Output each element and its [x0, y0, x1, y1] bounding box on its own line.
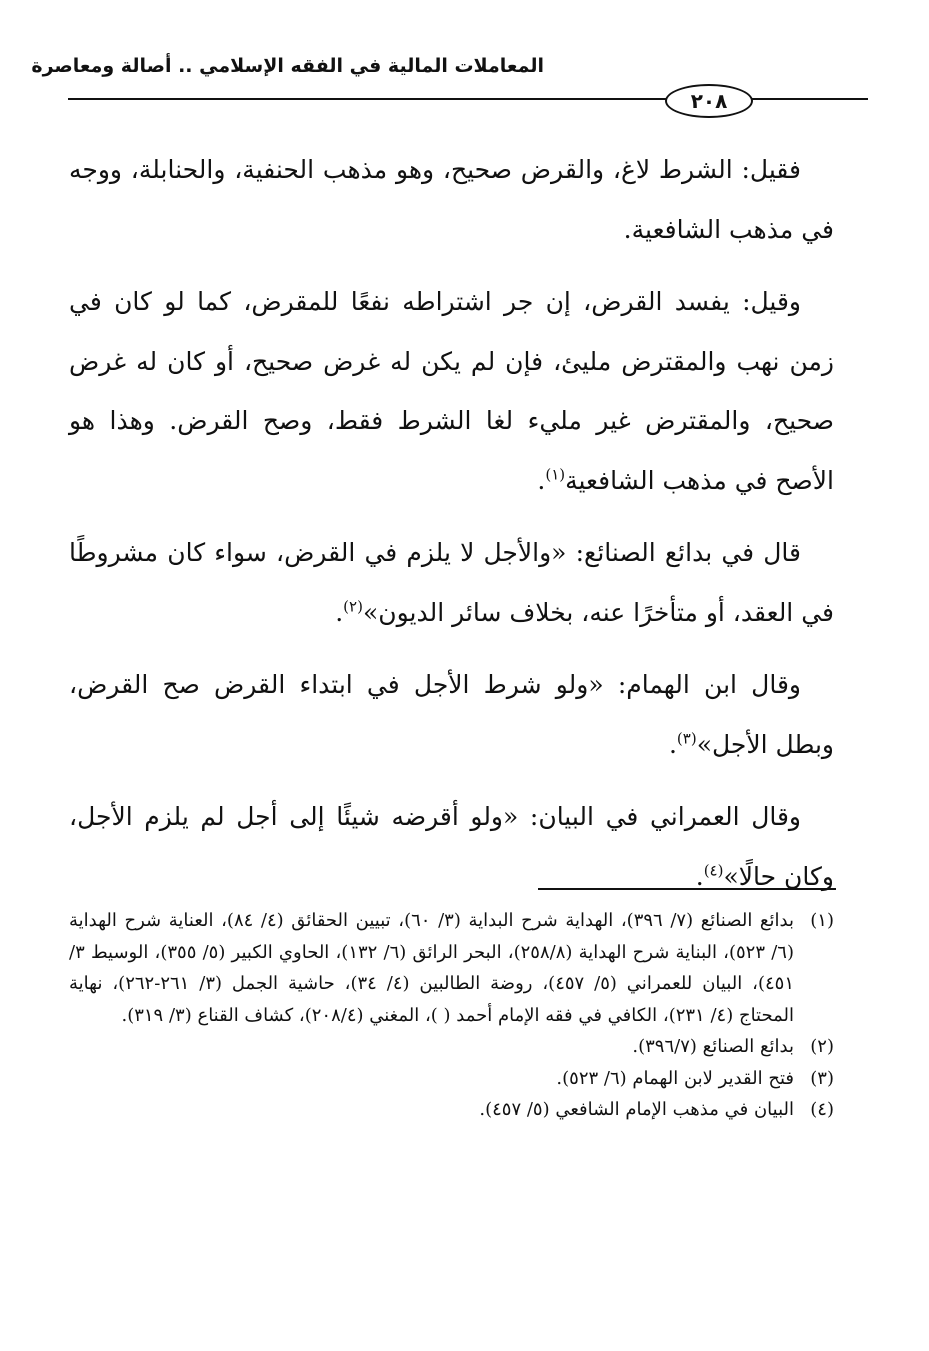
footnote-reference[interactable]: (٢) — [343, 597, 363, 616]
footnote — [69, 1063, 834, 1095]
footnote-text: فتح القدير لابن الهمام (٦/ ٥٢٣). — [556, 1067, 794, 1089]
paragraph — [69, 140, 834, 259]
footnote-separator — [538, 888, 836, 890]
running-title: المعاملات المالية في الفقه الإسلامي .. أصالة ومعاصرة — [31, 55, 544, 77]
paragraph-text: وقيل: يفسد القرض، إن جر اشتراطه نفعًا للمقرض، كما لو كان في زمن نهب والمقترض مليئ، فإن لم يكن له غرض صحيح، أو كان له غرض صحيح، والمقترض غير مليء لغا الشرط فقط، وصح القرض. وهذا هو الأصح في مذهب الشافعية — [69, 287, 834, 495]
paragraph-text: وقال العمراني في البيان: «ولو أقرضه شيئًا إلى أجل لم يلزم الأجل، وكان حالًا» — [69, 802, 834, 891]
paragraph-text: وقال ابن الهمام: «ولو شرط الأجل في ابتداء القرض صح القرض، وبطل الأجل» — [69, 670, 834, 759]
page-number: ٢٠٨ — [665, 84, 753, 118]
footnote-number: (٢) — [810, 1036, 834, 1057]
footnote-text: بدائع الصنائع (٣٩٦/٧). — [632, 1036, 794, 1057]
paragraph-text: قال في بدائع الصنائع: «والأجل لا يلزم في القرض، سواء كان مشروطًا في العقد، أو متأخرًا عنه، بخلاف سائر الديون» — [69, 538, 834, 627]
period: . — [537, 465, 546, 495]
paragraph — [69, 272, 834, 510]
paragraph — [69, 655, 834, 774]
footnote-number: (١) — [810, 910, 834, 931]
footnote — [69, 1094, 834, 1126]
footnote-reference[interactable]: (١) — [545, 465, 566, 484]
footnote-text: البيان في مذهب الإمام الشافعي (٥/ ٤٥٧). — [479, 1099, 794, 1120]
footnote — [69, 1031, 834, 1063]
footnote-number: (٣) — [810, 1067, 834, 1089]
paragraph — [69, 523, 834, 642]
footnotes — [69, 905, 834, 1126]
footnote-reference[interactable]: (٣) — [676, 729, 697, 748]
footnote — [69, 905, 834, 1031]
paragraph-text: فقيل: الشرط لاغ، والقرض صحيح، وهو مذهب الحنفية، والحنابلة، ووجه في مذهب الشافعية. — [69, 155, 834, 244]
main-text — [69, 140, 834, 919]
period: . — [668, 729, 677, 759]
footnote-reference[interactable]: (٤) — [703, 861, 724, 880]
period: . — [335, 597, 344, 627]
footnote-number: (٤) — [810, 1099, 834, 1120]
footnote-text: بدائع الصنائع (٧/ ٣٩٦)، الهداية شرح البداية (٣/ ٦٠)، تبيين الحقائق (٤/ ٨٤)، العناية شرح الهداية (٦/ ٥٢٣)، البناية شرح الهداية (٢٥٨/٨)، البحر الرائق (٦/ ١٣٢)، الحاوي الكبير (٥/ ٣٥٥)، الوسيط ٣/ ٤٥١)، البيان للعمراني (٥/ ٤٥٧)، روضة الطالبين (٤/ ٣٤)، حاشية الجمل (٣/ ٢٦١-٢٦٢)، نهاية المحتاج (٤/ ٢٣١)، الكافي في فقه الإمام أحمد ( )، المغني (٢٠٨/٤)، كشاف القناع (٣/ ٣١٩). — [69, 910, 795, 1026]
period: . — [695, 861, 704, 891]
